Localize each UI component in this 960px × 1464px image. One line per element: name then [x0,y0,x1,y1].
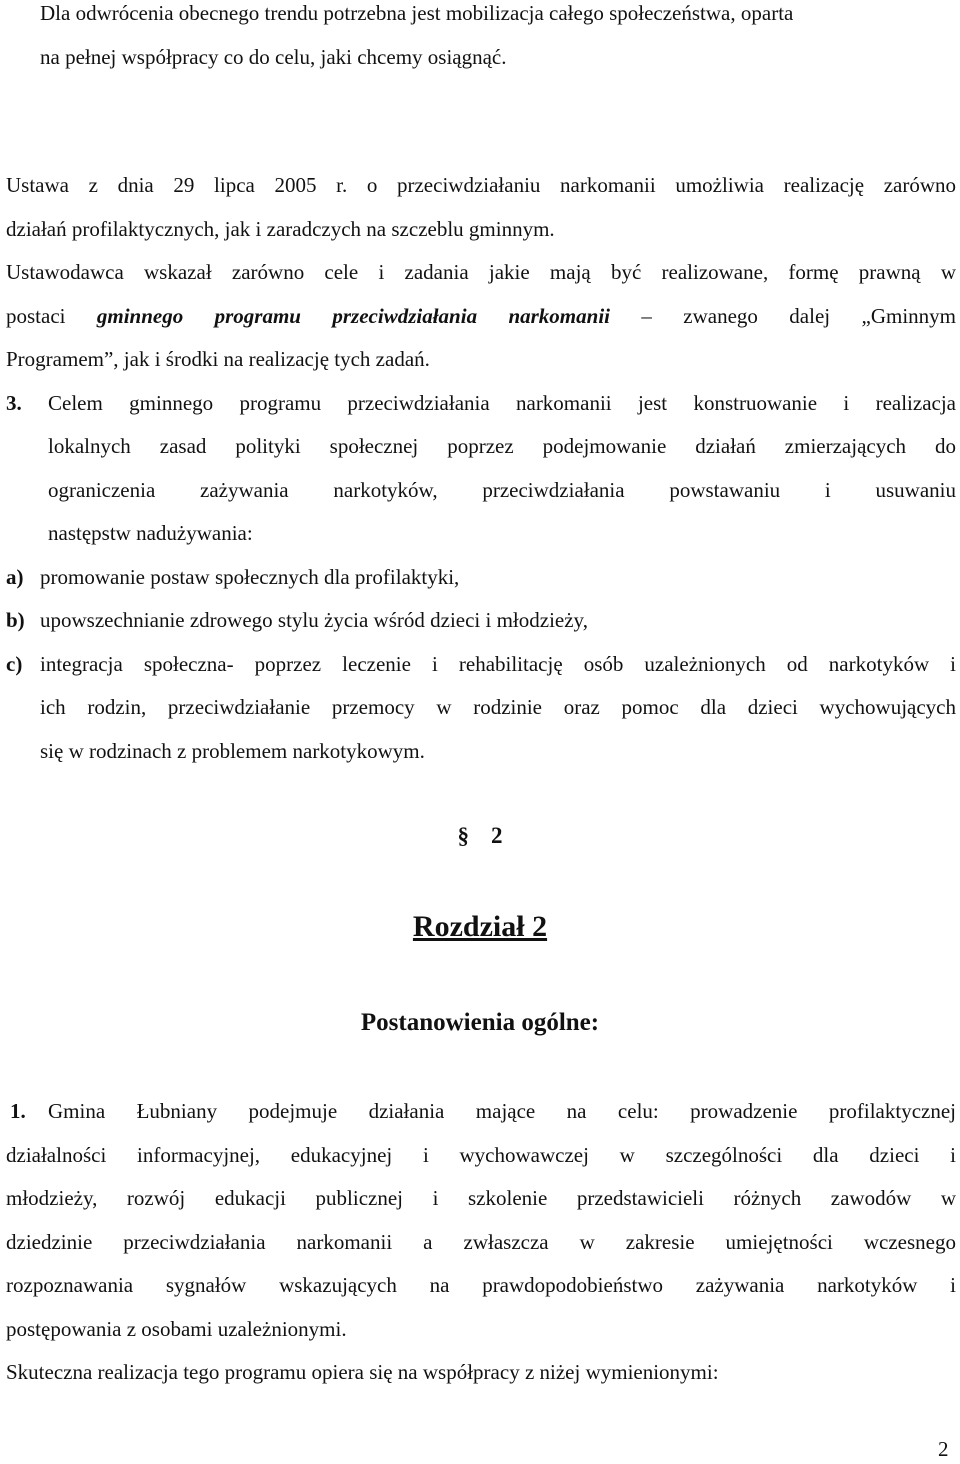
intro-line-2: na pełnej współpracy co do celu, jaki chcemy osiągnąć. [40,45,507,69]
ustawodawca-line-2-c: – zwanego dalej „Gminnym [610,304,956,328]
item-3-line-1: Celem gminnego programu przeciwdziałania narkomanii jest konstruowanie i realizacja [48,391,956,415]
gmina-line-2: działalności informacyjnej, edukacyjnej i wychowawczej w szczególności dla dzieci i [6,1143,956,1167]
list-a-text: promowanie postaw społecznych dla profilaktyki, [40,565,460,589]
gmina-line-6: postępowania z osobami uzależnionymi. [6,1317,347,1341]
list-c-line-3: się w rodzinach z problemem narkotykowym. [40,739,425,763]
item-3-line-3: ograniczenia zażywania narkotyków, przeciwdziałania powstawaniu i usuwaniu [48,478,956,502]
list-b-text: upowszechnianie zdrowego stylu życia wśród dzieci i młodzieży, [40,608,588,632]
closing-line: Skuteczna realizacja tego programu opiera się na współpracy z niżej wymienionymi: [6,1360,719,1384]
list-b-marker: b) [6,608,25,632]
list-c-marker: c) [6,652,23,676]
list-c-line-1: integracja społeczna- poprzez leczenie i rehabilitację osób uzależnionych od narkotyków i [40,652,956,676]
list-c-line-2: ich rodzin, przeciwdziałanie przemocy w rodzinie oraz pomoc dla dzieci wychowujących [40,695,956,719]
ustawodawca-line-3: Programem”, jak i środki na realizację tych zadań. [6,347,430,371]
paragraph-number: 2 [491,823,503,848]
chapter-subtitle: Postanowienia ogólne: [360,1009,600,1036]
intro-line-1: Dla odwrócenia obecnego trendu potrzebna jest mobilizacja całego społeczeństwa, oparta [40,1,794,25]
ustawodawca-line-2 [6,303,956,329]
gmina-line-4: dziedzinie przeciwdziałania narkomanii a zwłaszcza w zakresie umiejętności wczesnego [6,1230,956,1254]
gmina-number: 1. [10,1099,26,1123]
gmina-line-1: Gmina Łubniany podejmuje działania mające na celu: prowadzenie profilaktycznej [48,1099,956,1123]
gmina-line-5: rozpoznawania sygnałów wskazujących na prawdopodobieństwo zażywania narkotyków i [6,1273,956,1297]
chapter-title: Rozdział 2 [412,910,548,943]
ustawa-line-1: Ustawa z dnia 29 lipca 2005 r. o przeciwdziałaniu narkomanii umożliwia realizację zarówno [6,173,956,197]
paragraph-heading [0,823,960,849]
list-a-marker: a) [6,565,24,589]
ustawodawca-line-1: Ustawodawca wskazał zarówno cele i zadania jakie mają być realizowane, formę prawną w [6,260,956,284]
page-number: 2 [938,1437,949,1461]
paragraph-sign: § [457,823,469,848]
item-3-number: 3. [6,391,22,415]
ustawa-line-2: działań profilaktycznych, jak i zaradczych na szczeblu gminnym. [6,217,555,241]
item-3-line-4: następstw nadużywania: [48,521,253,545]
item-3-line-2: lokalnych zasad polityki społecznej poprzez podejmowanie działań zmierzających do [48,434,956,458]
program-name-emphasis: gminnego programu przeciwdziałania narkomanii [96,304,610,328]
ustawodawca-line-2-a: postaci [6,304,97,328]
gmina-line-3: młodzieży, rozwój edukacji publicznej i szkolenie przedstawicieli różnych zawodów w [6,1186,956,1210]
